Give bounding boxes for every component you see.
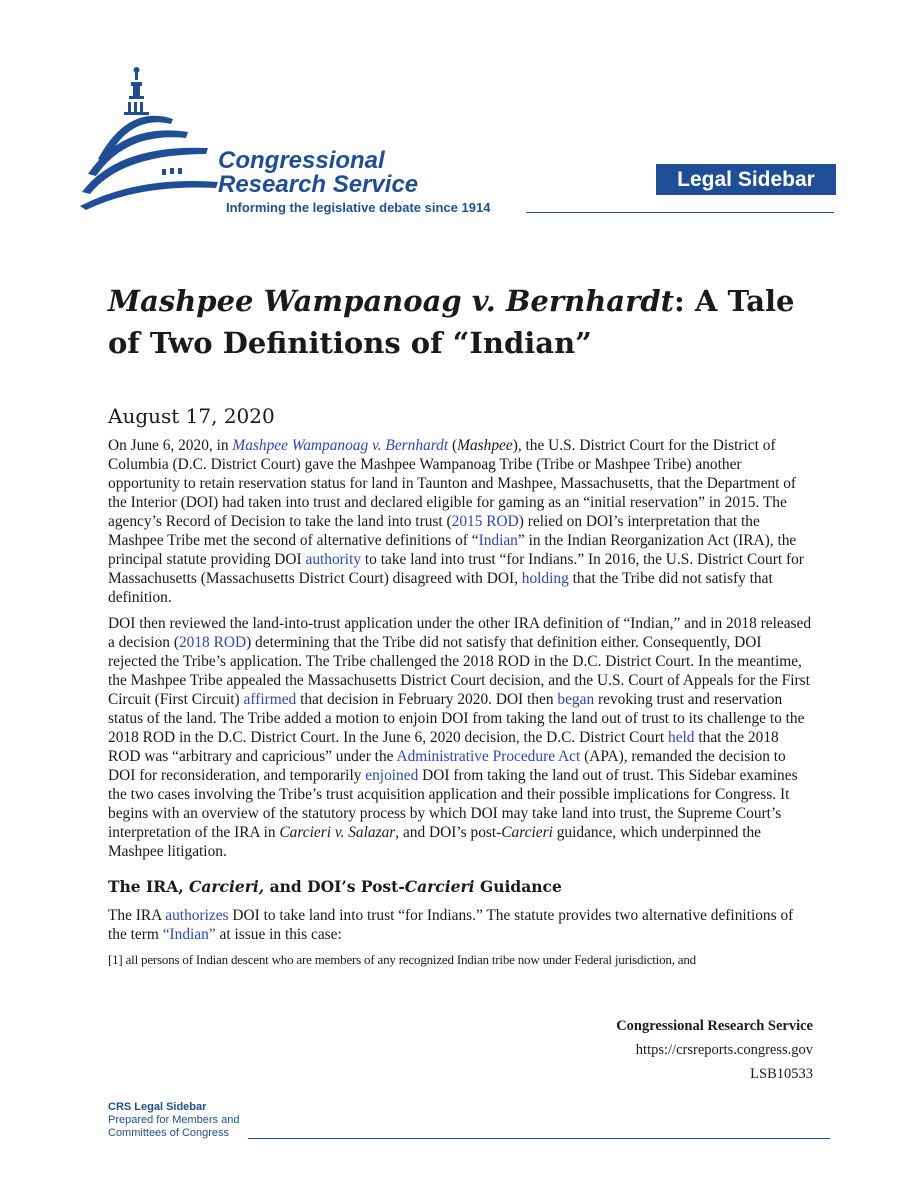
text: that decision in February 2020. DOI then (296, 691, 558, 708)
text: The IRA, (108, 877, 190, 896)
italic-text: Carcieri (404, 877, 475, 896)
link-held[interactable]: held (668, 729, 695, 746)
title-rest: : A Tale of Two Definitions of “Indian” (108, 284, 795, 360)
text: ), the U.S. District Court for the District of Columbia (D.C. District Court) gave the Mashpee Wampanoag Tribe (Tribe or Mashpee Tribe) another opportunity to retain reservation status for land in Taunton and Mashpee, Massachusetts, that the Department of the Interior (DOI) had taken into trust and declared eligible for gaming as an “initial reservation” in 2015. The agency’s Record of Decision to take the land into trust ( (108, 437, 797, 530)
page-title (108, 280, 828, 364)
crs-name: Congressional Research Service (616, 1018, 813, 1034)
link-holding[interactable]: holding (521, 570, 569, 587)
text: ( (448, 437, 458, 454)
link-enjoined[interactable]: enjoined (365, 767, 419, 784)
crs-header (78, 64, 838, 224)
text: DOI then reviewed the land-into-trust application under the other IRA definition of “Indian,” and in 2018 released a decision ( (108, 615, 812, 651)
crs-url[interactable]: https://crsreports.congress.gov (635, 1042, 813, 1058)
text: at issue in this case: (215, 926, 342, 943)
italic-text: Carcieri (501, 824, 553, 841)
text: The IRA (108, 907, 166, 924)
footer-line-3: Committees of Congress (108, 1127, 230, 1139)
org-name-line2: Research Service (218, 171, 419, 198)
title-case-name: Mashpee Wampanoag v. Bernhardt (108, 284, 675, 318)
text: to take land into trust “for Indians.” In 2016, the U.S. District Court for Massachusetts (Massachusetts District Court) disagreed with DOI, (108, 551, 804, 587)
paragraph-2 (108, 614, 812, 861)
tagline: Informing the legislative debate since 1914 (226, 200, 491, 215)
text: revoking trust and reservation status of the land. The Tribe added a motion to enjoin DOI from taking the land out of trust to its challenge to the 2018 ROD in the D.C. District Court. In the June 6, 2020 decision, the D.C. District Court (108, 691, 805, 746)
report-code: LSB10533 (750, 1066, 813, 1082)
text: and DOI’s Post- (264, 877, 405, 896)
crs-info-block (616, 1014, 813, 1086)
section-heading (108, 877, 812, 896)
page-footer (108, 1101, 239, 1140)
link-2015-rod[interactable]: 2015 ROD (451, 513, 519, 530)
text: DOI from taking the land out of trust. This Sidebar examines the two cases involving the Tribe’s trust acquisition application and their possible implications for Congress. It begins with an overview of the statutory process by which DOI may take land into trust, the Supreme Court’s interpretation of the IRA in (108, 767, 798, 841)
italic-text: Carcieri, (189, 877, 265, 896)
org-name-line1: Congressional (218, 147, 385, 174)
text: ) relied on DOI’s interpretation that the Mashpee Tribe met the second of alternative definitions of “ (108, 513, 760, 549)
italic-text: Carcieri v. Salazar (279, 824, 396, 841)
text: guidance, which underpinned the Mashpee litigation. (108, 824, 762, 860)
link-authorizes[interactable]: authorizes (165, 907, 229, 924)
text: Guidance (474, 877, 562, 896)
text: , and DOI’s post- (395, 824, 502, 841)
text: On June 6, 2020, in (108, 437, 233, 454)
tagline-rule (526, 212, 834, 213)
paragraph-3 (108, 906, 812, 944)
article-body (108, 436, 812, 975)
link-2018-rod[interactable]: 2018 ROD (178, 634, 247, 651)
footer-rule (248, 1138, 830, 1139)
text: that the 2018 ROD was “arbitrary and capricious” under the (108, 729, 779, 765)
link-affirmed[interactable]: affirmed (243, 691, 297, 708)
legal-sidebar-badge: Legal Sidebar (656, 164, 836, 195)
italic-text: Mashpee (457, 437, 513, 454)
link-began[interactable]: began (557, 691, 595, 708)
link-indian-definition[interactable]: “Indian” (162, 926, 216, 943)
text: ” in the Indian Reorganization Act (IRA), the principal statute providing DOI (108, 532, 797, 568)
footer-line-1: CRS Legal Sidebar (108, 1101, 207, 1113)
text: ) determining that the Tribe did not satisfy that definition either. Consequently, DOI rejected the Tribe’s application. The Tribe challenged the 2018 ROD in the D.C. District Court. In the meantime, the Mashpee Tribe appealed the Massachusetts District Court decision, and the U.S. Court of Appeals for the First Circuit (First Circuit) (108, 634, 810, 708)
publication-date: August 17, 2020 (108, 404, 275, 428)
link-authority[interactable]: authority (305, 551, 362, 568)
text: that the Tribe did not satisfy that definition. (108, 570, 773, 606)
footer-line-2: Prepared for Members and (108, 1114, 240, 1126)
text: (APA), remanded the decision to DOI for reconsideration, and temporarily (108, 748, 786, 784)
link-mashpee-case[interactable]: Mashpee Wampanoag v. Bernhardt (232, 437, 449, 454)
text: DOI to take land into trust “for Indians.” The statute provides two alternative definitions of the term (108, 907, 794, 943)
paragraph-1 (108, 436, 812, 607)
block-quote: [1] all persons of Indian descent who are members of any recognized Indian tribe now under Federal jurisdiction, and (108, 952, 696, 967)
link-apa[interactable]: Administrative Procedure Act (396, 748, 581, 765)
capitol-dome-icon (78, 64, 228, 224)
link-indian[interactable]: Indian (478, 532, 518, 549)
